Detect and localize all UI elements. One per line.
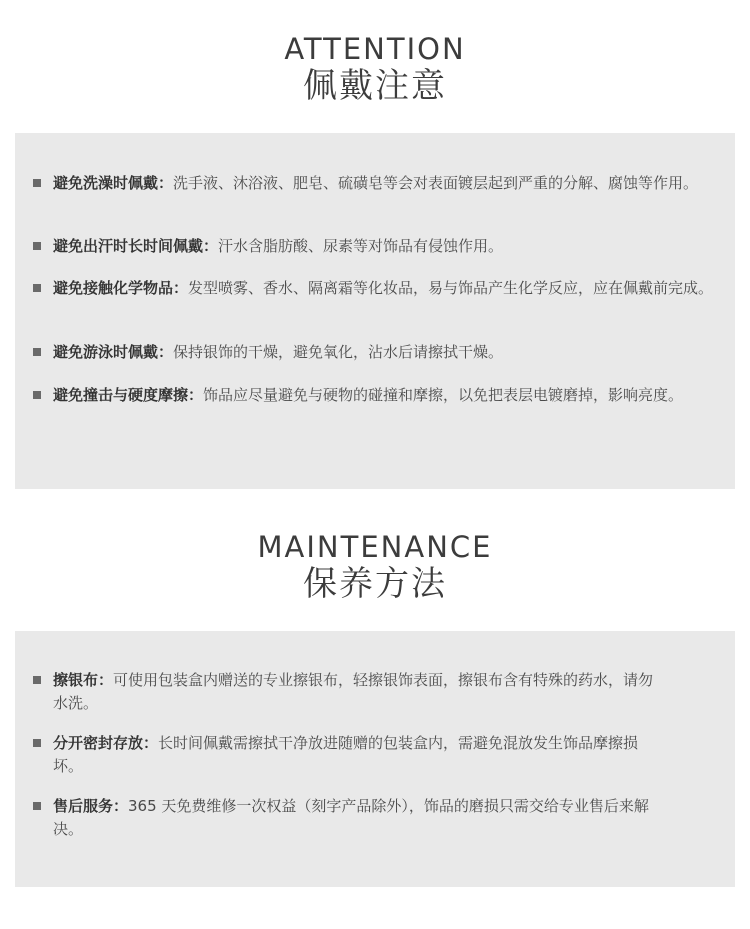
attention-item-title: 避免接触化学物品：	[53, 279, 189, 297]
maintenance-heading-en: MAINTENANCE	[257, 530, 493, 564]
bullet-square-icon	[33, 676, 41, 684]
maintenance-heading-zh: 保养方法	[303, 564, 447, 604]
attention-item-title: 避免游泳时佩戴：	[53, 343, 174, 361]
attention-panel	[15, 133, 735, 489]
attention-item-title: 避免出汗时长时间佩戴：	[53, 237, 219, 255]
maintenance-heading	[0, 530, 750, 604]
attention-heading-zh: 佩戴注意	[303, 66, 447, 106]
attention-item	[33, 341, 723, 364]
maintenance-item	[33, 732, 663, 778]
bullet-square-icon	[33, 391, 41, 399]
bullet-square-icon	[33, 802, 41, 810]
attention-item	[33, 384, 723, 407]
attention-item	[33, 235, 723, 258]
bullet-square-icon	[33, 179, 41, 187]
attention-item-title: 避免撞击与硬度摩擦：	[53, 386, 204, 404]
attention-item-text: 保持银饰的干燥，避免氧化，沾水后请擦拭干燥。	[173, 343, 504, 361]
maintenance-item-title: 擦银布：	[53, 671, 114, 689]
attention-item-text: 饰品应尽量避免与硬物的碰撞和摩擦，以免把表层电镀磨掉，影响亮度。	[203, 386, 684, 404]
maintenance-item	[33, 669, 663, 715]
maintenance-item-text: 365 天免费维修一次权益（刻字产品除外），饰品的磨损只需交给专业售后来解决。	[53, 797, 649, 838]
maintenance-item-title: 分开密封存放：	[53, 734, 159, 752]
attention-heading-en: ATTENTION	[284, 32, 466, 66]
bullet-square-icon	[33, 739, 41, 747]
attention-heading	[0, 32, 750, 106]
maintenance-item-text: 长时间佩戴需擦拭干净放进随赠的包装盒内，需避免混放发生饰品摩擦损坏。	[53, 734, 639, 775]
maintenance-item-text: 可使用包装盒内赠送的专业擦银布，轻擦银饰表面，擦银布含有特殊的药水，请勿水洗。	[53, 671, 654, 712]
attention-item	[33, 172, 723, 195]
bullet-square-icon	[33, 284, 41, 292]
attention-item-text: 洗手液、沐浴液、肥皂、硫磺皂等会对表面镀层起到严重的分解、腐蚀等作用。	[173, 174, 699, 192]
attention-item-text: 汗水含脂肪酸、尿素等对饰品有侵蚀作用。	[218, 237, 504, 255]
maintenance-item-title: 售后服务：	[53, 797, 129, 815]
maintenance-item	[33, 795, 663, 841]
maintenance-panel	[15, 631, 735, 887]
bullet-square-icon	[33, 242, 41, 250]
attention-item-title: 避免洗澡时佩戴：	[53, 174, 174, 192]
attention-item-text: 发型喷雾、香水、隔离霜等化妆品，易与饰品产生化学反应，应在佩戴前完成。	[188, 279, 714, 297]
bullet-square-icon	[33, 348, 41, 356]
attention-item	[33, 277, 723, 300]
